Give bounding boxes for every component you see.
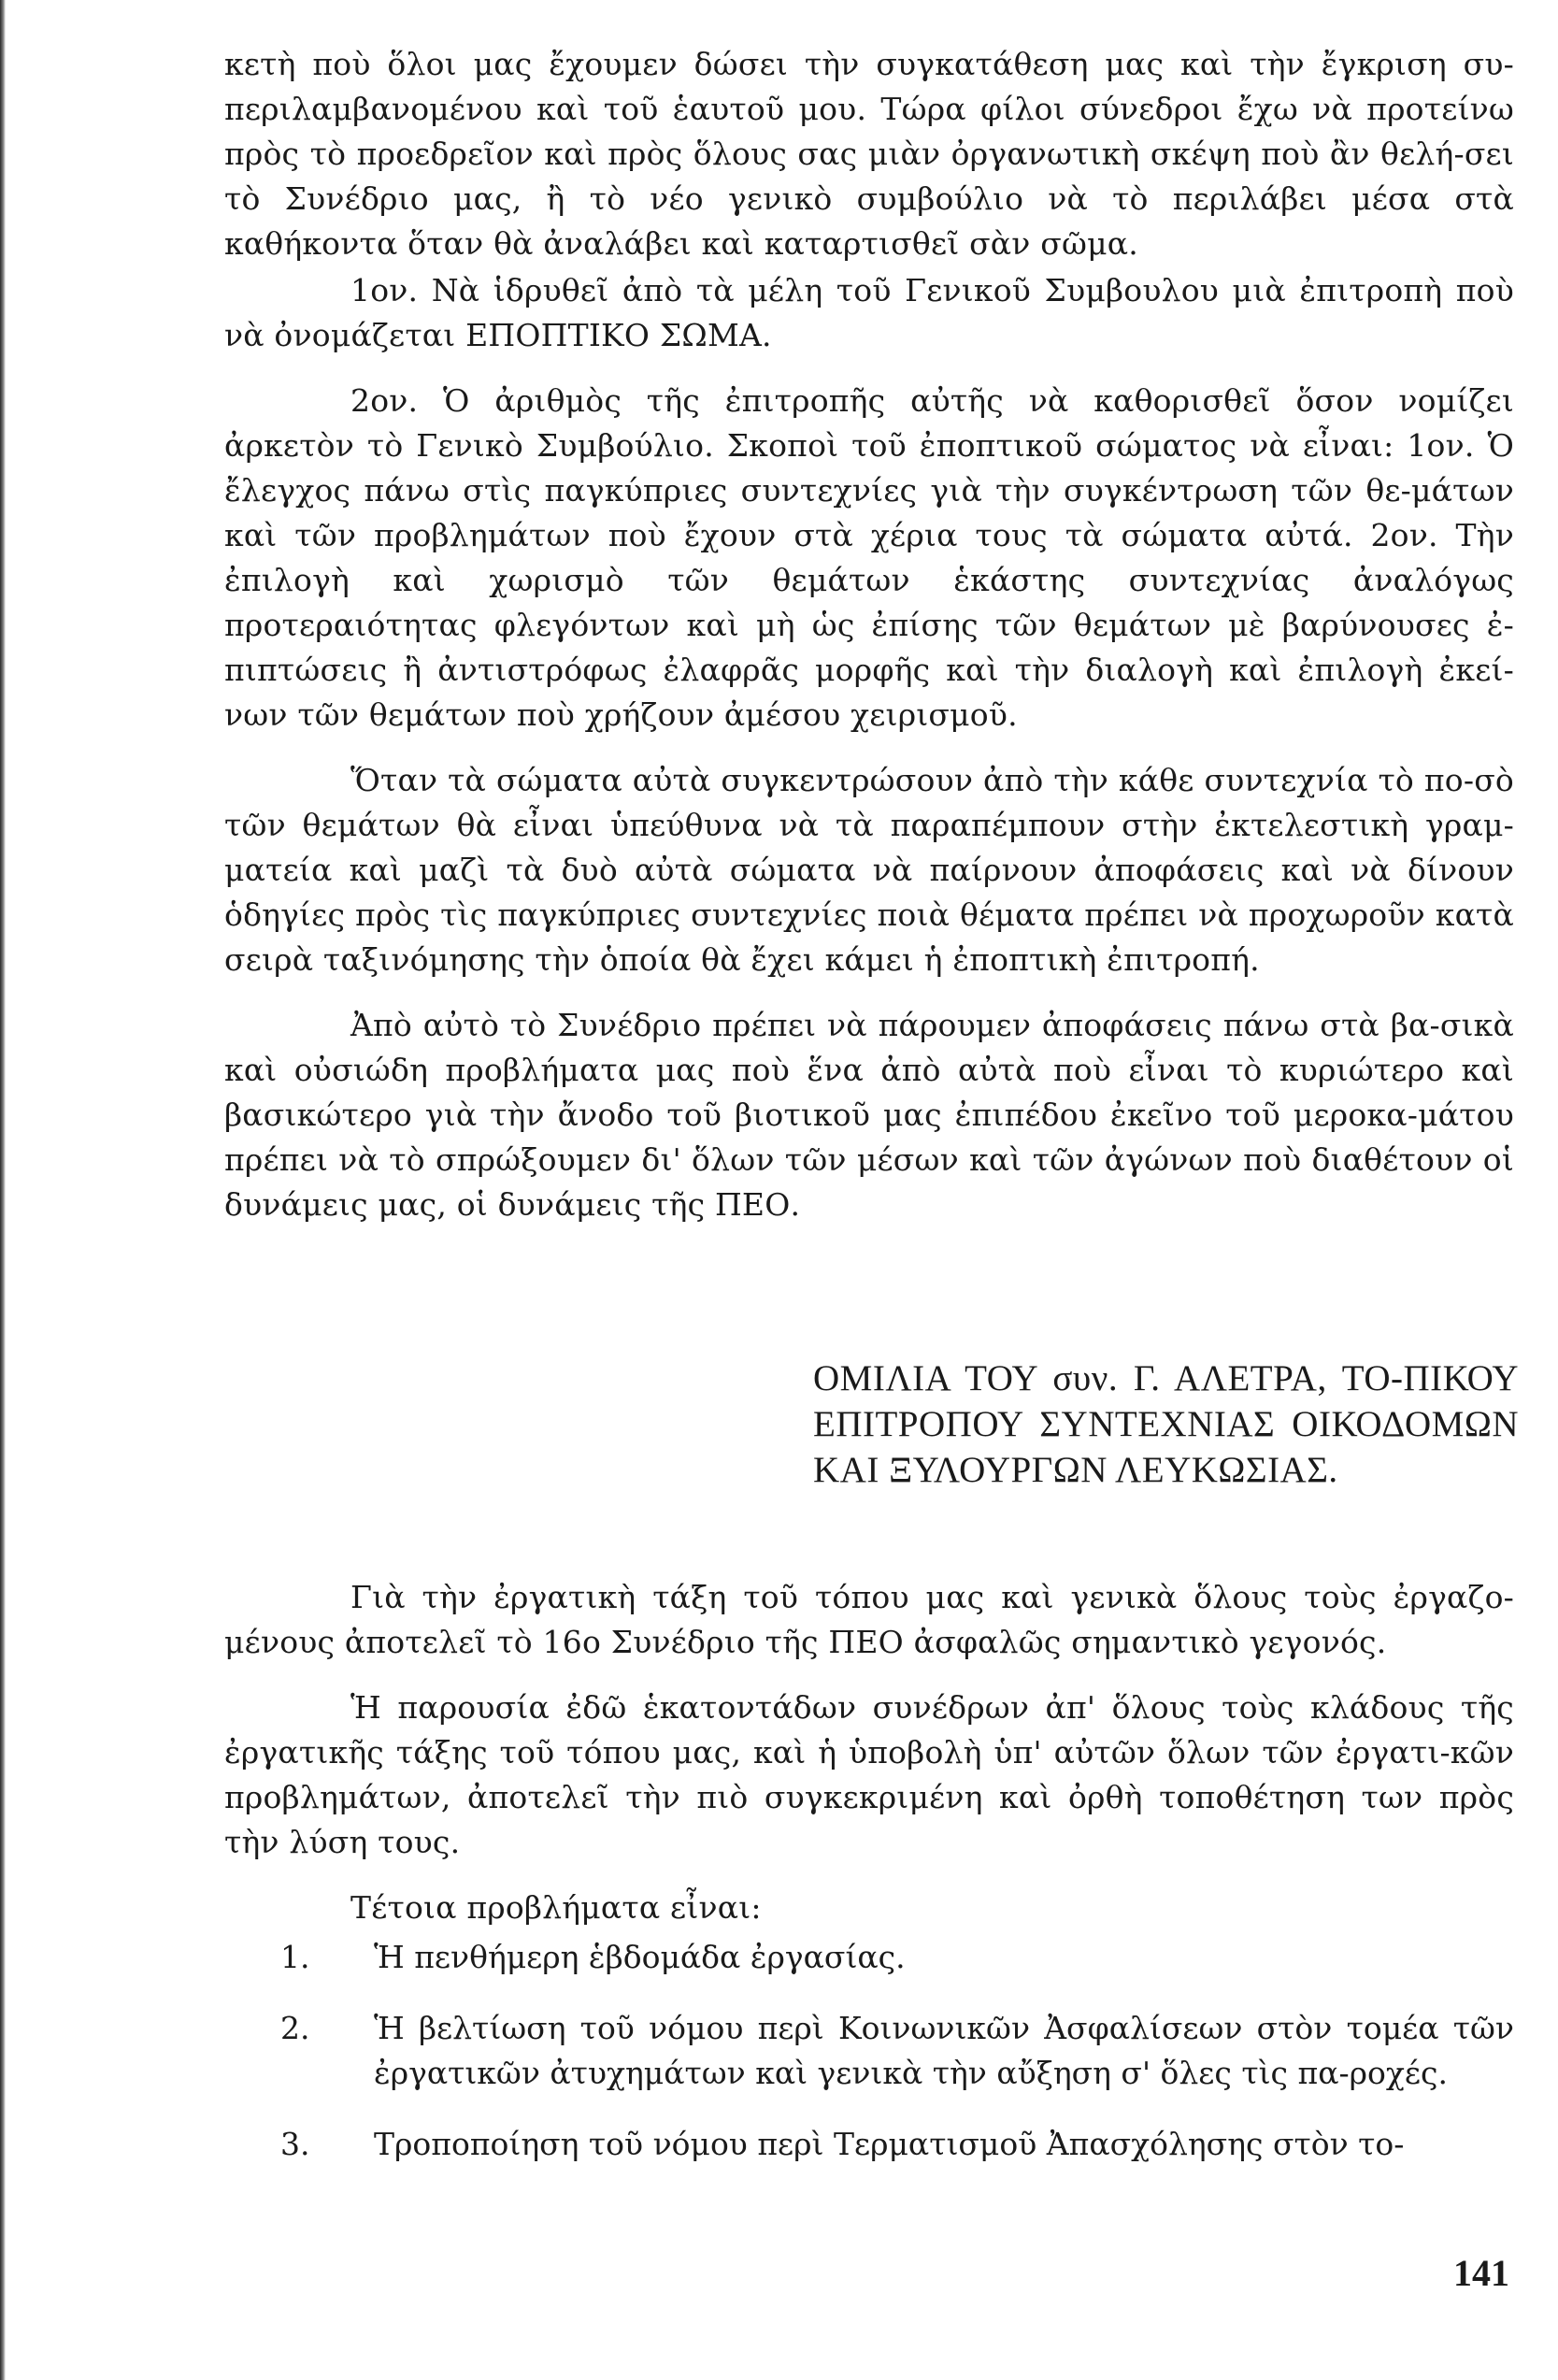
list-item <box>280 2122 1514 2167</box>
problems-list <box>280 1935 1514 2193</box>
page-number: 141 <box>1453 2252 1509 2294</box>
paragraph-congress: Γιὰ τὴν ἐργατικὴ τάξη τοῦ τόπου μας καὶ γενικὰ ὅλους τοὺς ἐργαζο-μένους ἀποτελεῖ τὸ 16ο Συνέδριο τῆς ΠΕΟ ἀσφαλῶς σημαντικὸ γεγονός. <box>224 1579 1514 1660</box>
bottom-text-block <box>224 1575 1514 1930</box>
paragraph-intro: κετὴ ποὺ ὅλοι μας ἔχουμεν δώσει τὴν συγκατάθεση μας καὶ τὴν ἔγκριση συ-περιλαμβανομένου καὶ τοῦ ἑαυτοῦ μου. Τώρα φίλοι σύνεδροι ἔχω νὰ προτείνω πρὸς τὸ προεδρεῖον καὶ πρὸς ὅλους σας μιὰν ὀργανωτικὴ σκέψη ποὺ ἂν θελή-σει τὸ Συνέδριο μας, ἢ τὸ νέο γενικὸ συμβούλιο νὰ τὸ περιλάβει μέσα στὰ καθήκοντα ὅταν θὰ ἀναλάβει καὶ καταρτισθεῖ σὰν σῶμα. <box>224 46 1514 262</box>
paragraph-point-1: 1ον. Νὰ ἱδρυθεῖ ἀπὸ τὰ μέλη τοῦ Γενικοῦ Συμβουλου μιὰ ἐπιτροπὴ ποὺ νὰ ὀνομάζεται ΕΠΟΠΤΙΚΟ ΣΩΜΑ. <box>224 272 1514 353</box>
paragraph-problems-intro: Τέτοια προβλήματα εἶναι: <box>350 1889 762 1926</box>
list-number: 3. <box>280 2126 310 2162</box>
scan-edge <box>0 0 6 2380</box>
list-number: 1. <box>280 1939 310 1975</box>
list-item <box>280 2006 1514 2096</box>
speech-heading: ΟΜΙΛΙΑ ΤΟΥ συν. Γ. ΑΛΕΤΡΑ, ΤΟ-ΠΙΚΟΥ ΕΠΙΤΡΟΠΟΥ ΣΥΝΤΕΧΝΙΑΣ ΟΙΚΟΔΟΜΩΝ ΚΑΙ ΞΥΛΟΥΡΓΩΝ ΛΕΥΚΩΣΙΑΣ. <box>813 1358 1519 1490</box>
paragraph-bodies: Ὅταν τὰ σώματα αὐτὰ συγκεντρώσουν ἀπὸ τὴν κάθε συντεχνία τὸ πο-σὸ τῶν θεμάτων θὰ εἶναι ὑπεύθυνα νὰ τὰ παραπέμπουν στὴν ἐκτελεστικὴ γραμ-ματεία καὶ μαζὶ τὰ δυὸ αὐτὰ σώματα νὰ παίρνουν ἀποφάσεις καὶ νὰ δίνουν ὁδηγίες πρὸς τὶς παγκύπριες συντεχνίες ποιὰ θέματα πρέπει νὰ προχωροῦν κατὰ σειρὰ ταξινόμησης τὴν ὁποία θὰ ἔχει κάμει ἡ ἐποπτικὴ ἐπιτροπή. <box>224 762 1514 978</box>
list-text: Ἡ πενθήμερη ἑβδομάδα ἐργασίας. <box>374 1939 906 1975</box>
paragraph-decisions: Ἀπὸ αὐτὸ τὸ Συνέδριο πρέπει νὰ πάρουμεν ἀποφάσεις πάνω στὰ βα-σικὰ καὶ οὐσιώδη προβλήματα μας ποὺ ἕνα ἀπὸ αὐτὰ ποὺ εἶναι τὸ κυριώτερο καὶ βασικώτερο γιὰ τὴν ἄνοδο τοῦ βιοτικοῦ μας ἐπιπέδου ἐκεῖνο τοῦ μεροκα-μάτου πρέπει νὰ τὸ σπρώξουμεν δι' ὅλων τῶν μέσων καὶ τῶν ἀγώνων ποὺ διαθέτουν οἱ δυνάμεις μας, οἱ δυνάμεις τῆς ΠΕΟ. <box>224 1007 1514 1223</box>
list-text: Τροποποίηση τοῦ νόμου περὶ Τερματισμοῦ Ἀπασχόλησης στὸν το- <box>374 2126 1405 2162</box>
paragraph-point-2: 2ον. Ὁ ἀριθμὸς τῆς ἐπιτροπῆς αὐτῆς νὰ καθορισθεῖ ὅσον νομίζει ἀρκετὸν τὸ Γενικὸ Συμβούλιο. Σκοποὶ τοῦ ἐποπτικοῦ σώματος νὰ εἶναι: 1ον. Ὁ ἔλεγχος πάνω στὶς παγκύπριες συντεχνίες γιὰ τὴν συγκέντρωση τῶν θε-μάτων καὶ τῶν προβλημάτων ποὺ ἔχουν στὰ χέρια τους τὰ σώματα αὐτά. 2ον. Τὴν ἐπιλογὴ καὶ χωρισμὸ τῶν θεμάτων ἑκάστης συντεχνίας ἀναλόγως προτεραιότητας φλεγόντων καὶ μὴ ὡς ἐπίσης τῶν θεμάτων μὲ βαρύνουσες ἐ-πιπτώσεις ἢ ἀντιστρόφως ἐλαφρᾶς μορφῆς καὶ τὴν διαλογὴ καὶ ἐπιλογὴ ἐκεί-νων τῶν θεμάτων ποὺ χρήζουν ἀμέσου χειρισμοῦ. <box>224 382 1514 733</box>
list-text: Ἡ βελτίωση τοῦ νόμου περὶ Κοινωνικῶν Ἀσφαλίσεων στὸν τομέα τῶν ἐργατικῶν ἀτυχημάτων καὶ γενικὰ τὴν αὔξηση σ' ὅλες τὶς πα-ροχές. <box>374 2010 1514 2091</box>
top-text-block <box>224 42 1514 1227</box>
list-item <box>280 1935 1514 1980</box>
paragraph-presence: Ἡ παρουσία ἐδῶ ἑκατοντάδων συνέδρων ἀπ' ὅλους τοὺς κλάδους τῆς ἐργατικῆς τάξης τοῦ τόπου μας, καὶ ἡ ὑποβολὴ ὑπ' αὐτῶν ὅλων τῶν ἐργατι-κῶν προβλημάτων, ἀποτελεῖ τὴν πιὸ συγκεκριμένη καὶ ὀρθὴ τοποθέτηση των πρὸς τὴν λύση τους. <box>224 1689 1514 1860</box>
list-number: 2. <box>280 2010 310 2046</box>
